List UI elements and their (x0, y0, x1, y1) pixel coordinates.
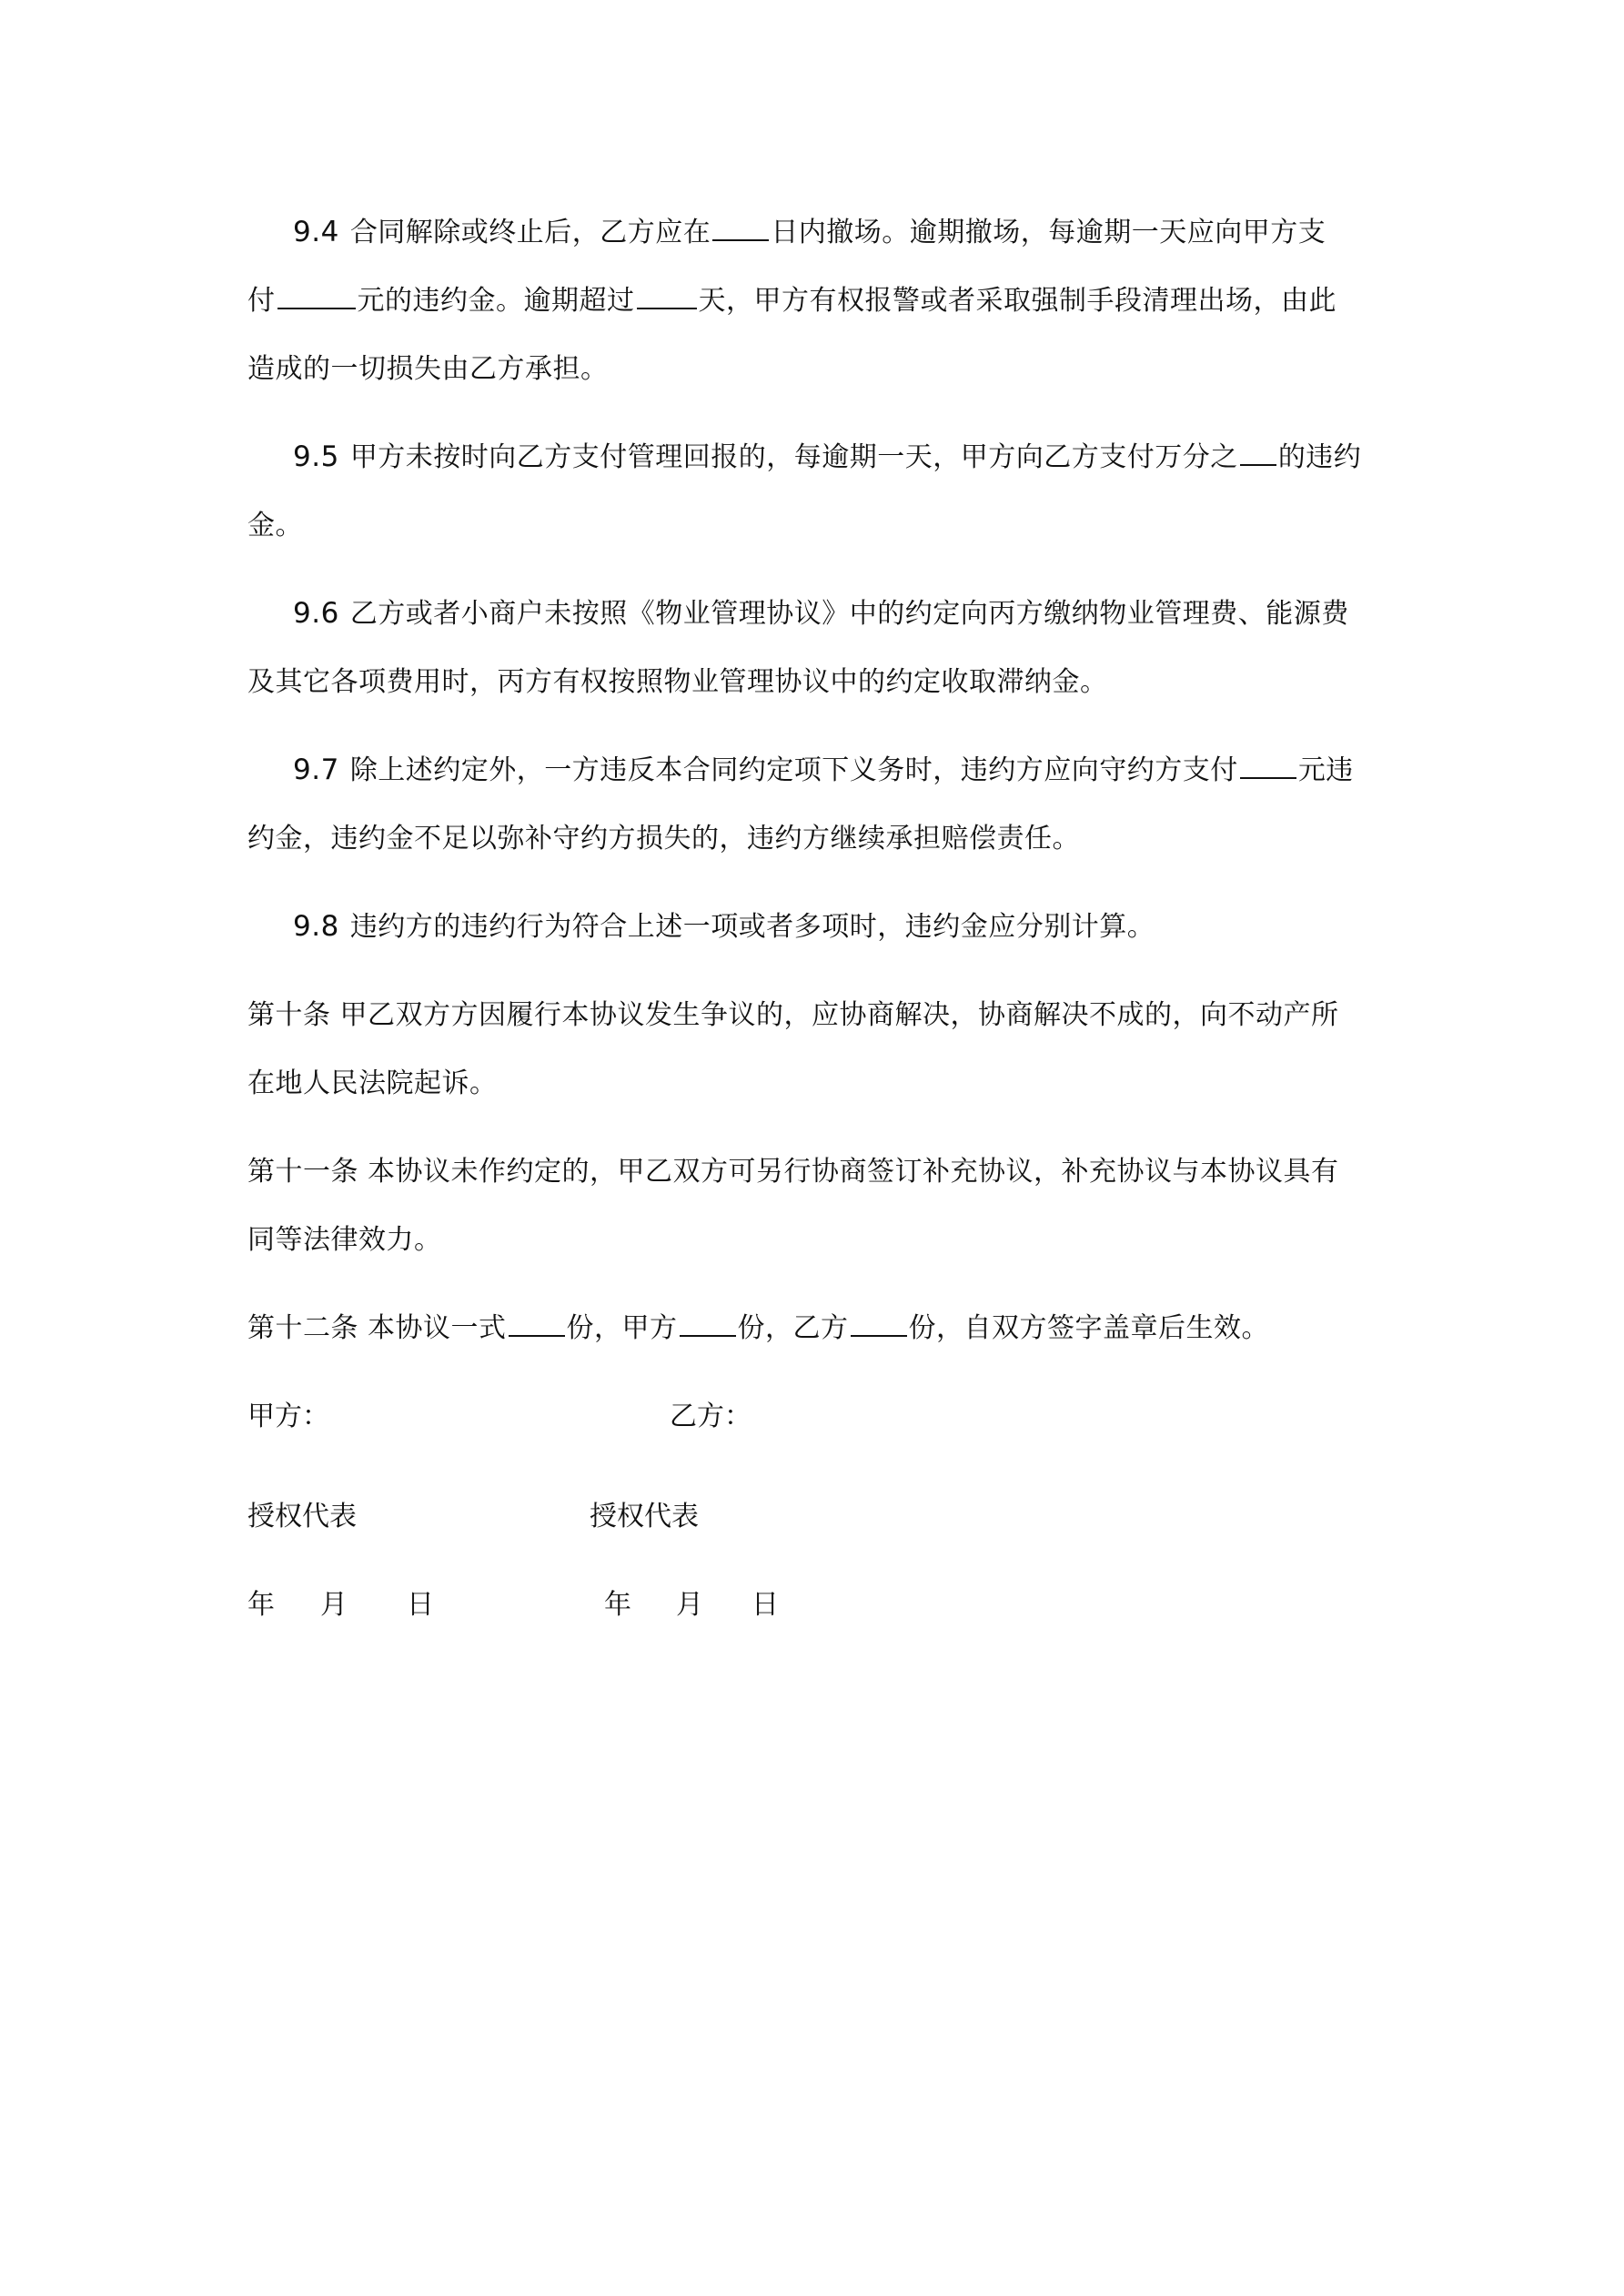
article-11 (247, 1133, 1389, 1210)
blank-field (851, 1313, 907, 1337)
date-year-b: 年 (604, 1589, 631, 1621)
date-day-b: 日 (751, 1589, 779, 1621)
clause-text: 第十一条 本协议未作约定的，甲乙双方可另行协商签订补充协议，补充协议与本协议具有 (247, 1156, 1339, 1188)
clause-text: 金。 (247, 510, 303, 541)
clause-text: 第十条 甲乙双方方因履行本协议发生争议的，应协商解决，协商解决不成的，向不动产所 (247, 999, 1339, 1031)
clause-9-4-line3 (247, 330, 1389, 408)
clause-text: 在地人民法院起诉。 (247, 1067, 498, 1099)
party-a-label: 甲方： (247, 1401, 329, 1432)
clause-text: 日内撤场。逾期撤场，每逾期一天应向甲方支 (771, 217, 1326, 248)
clause-text: 甲方未按时向乙方支付管理回报的，每逾期一天，甲方向乙方支付万分之 (349, 441, 1238, 473)
clause-text: 同等法律效力。 (247, 1224, 442, 1256)
blank-field (1240, 442, 1276, 466)
clause-text: 约金，违约金不足以弥补守约方损失的，违约方继续承担赔偿责任。 (247, 823, 1080, 855)
blank-field (277, 286, 356, 309)
clause-text: 第十二条 本协议一式 (247, 1312, 507, 1344)
clause-text: 元违 (1297, 754, 1354, 786)
clause-9-4-line2 (247, 262, 1389, 339)
clause-text: 份，乙方 (737, 1312, 849, 1344)
date-day-a: 日 (407, 1589, 434, 1621)
date-year-a: 年 (247, 1589, 275, 1621)
blank-field (680, 1313, 736, 1337)
article-10 (247, 976, 1389, 1054)
clause-number: 9.8 (293, 910, 339, 943)
rep-b-label: 授权代表 (590, 1501, 699, 1532)
clause-9-7 (247, 732, 1435, 809)
rep-a-label: 授权代表 (247, 1501, 357, 1532)
article-10-line2 (247, 1045, 1389, 1122)
clause-9-7-line2 (247, 800, 1389, 877)
blank-field (509, 1313, 565, 1337)
clause-text: 造成的一切损失由乙方承担。 (247, 353, 609, 385)
clause-text: 的违约 (1277, 441, 1362, 473)
clause-9-5 (247, 419, 1435, 496)
clause-number: 9.6 (293, 597, 339, 630)
date-month-b: 月 (676, 1589, 703, 1621)
clause-text: 份，自双方签字盖章后生效。 (908, 1312, 1270, 1344)
clause-text: 除上述约定外，一方违反本合同约定项下义务时，违约方应向守约方支付 (349, 754, 1238, 786)
clause-text: 及其它各项费用时，丙方有权按照物业管理协议中的约定收取滞纳金。 (247, 666, 1108, 698)
clause-9-8 (247, 888, 1435, 966)
clause-text: 付 (247, 285, 276, 317)
clause-9-6-line2 (247, 643, 1389, 721)
clause-9-4 (247, 194, 1435, 271)
party-b-label: 乙方： (670, 1401, 751, 1432)
clause-text: 乙方或者小商户未按照《物业管理协议》中的约定向丙方缴纳物业管理费、能源费 (349, 598, 1349, 630)
clause-text: 天，甲方有权报警或者采取强制手段清理出场，由此 (698, 285, 1337, 317)
clause-text: 违约方的违约行为符合上述一项或者多项时，违约金应分别计算。 (349, 911, 1155, 943)
clause-text: 份，甲方 (566, 1312, 678, 1344)
blank-field (712, 217, 769, 241)
clause-text: 合同解除或终止后，乙方应在 (349, 217, 711, 248)
clause-9-5-line2 (247, 487, 1389, 564)
blank-field (637, 286, 697, 309)
date-month-a: 月 (320, 1589, 348, 1621)
clause-number: 9.7 (293, 754, 339, 786)
clause-number: 9.4 (293, 216, 339, 248)
blank-field (1240, 755, 1296, 779)
clause-text: 元的违约金。逾期超过 (357, 285, 635, 317)
article-11-line2 (247, 1201, 1389, 1279)
clause-number: 9.5 (293, 440, 339, 473)
clause-9-6 (247, 575, 1435, 652)
article-12 (247, 1290, 1389, 1367)
